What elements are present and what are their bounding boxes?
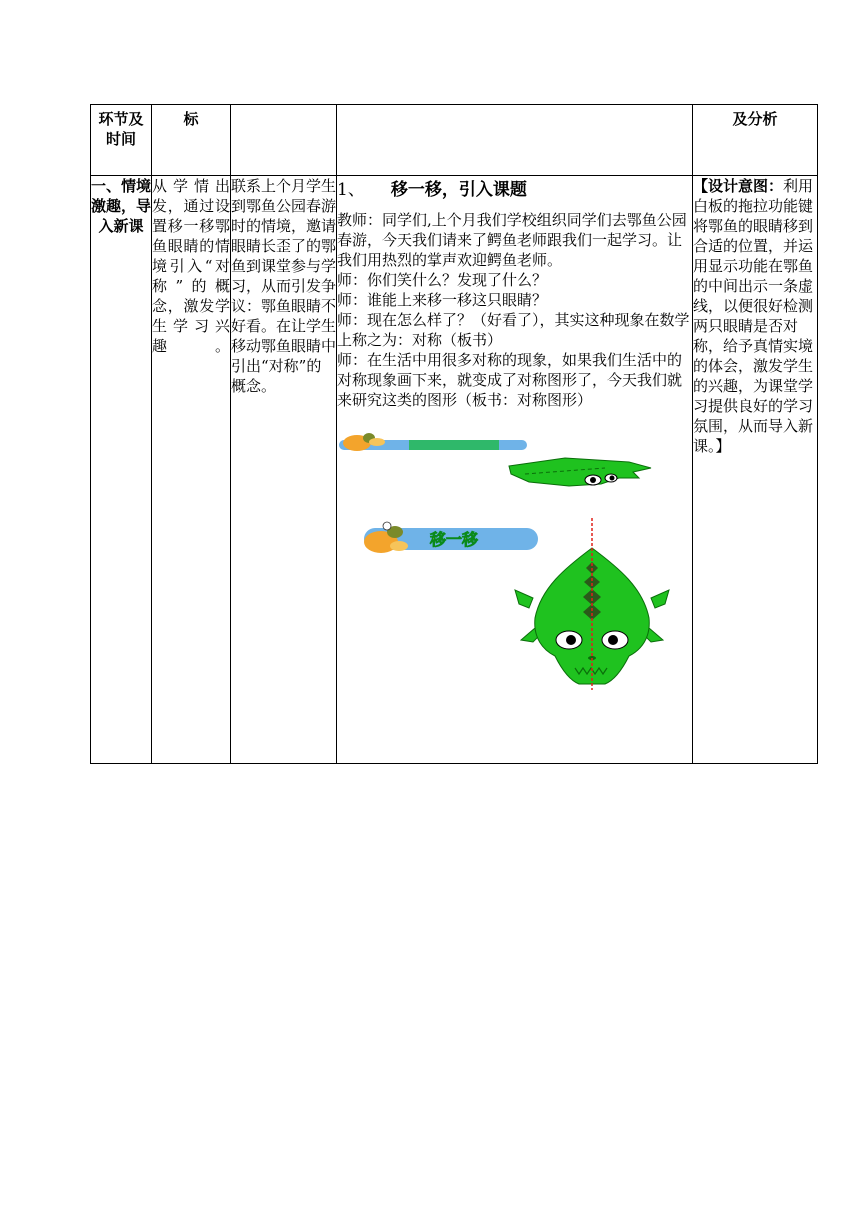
activity-title-text: 移一移，引入课题: [390, 180, 527, 200]
header-analysis: 及分析: [693, 105, 818, 176]
activity-paragraph: 师：你们笑什么？发现了什么？: [337, 271, 548, 289]
activity-title: [337, 180, 692, 200]
stage-goal: 从学情出发，通过设置移一移鄂鱼眼睛的情境引入“对称”的概念，激发学生学习兴趣。: [152, 176, 231, 764]
stage-description: 联系上个月学生到鄂鱼公园春游时的情境，邀请眼睛长歪了的鄂鱼到课堂参与学习，从而引发争议：鄂鱼眼睛不好看。在让学生移动鄂鱼眼睛中引出“对称”的概念。: [231, 176, 337, 764]
design-intent-label: 【设计意图：: [693, 177, 784, 195]
header-stage-time: 环节及时间: [91, 105, 152, 176]
header-row: [91, 105, 818, 176]
crocodile-figure-svg: [329, 428, 674, 718]
banner-top: [339, 433, 527, 451]
header-goal: 标: [152, 105, 231, 176]
header-col3: [231, 105, 337, 176]
stage-row: [91, 176, 818, 764]
design-intent: [693, 176, 818, 764]
activity-paragraph: 师：谁能上来移一移这只眼睛？: [337, 291, 548, 309]
stage-name: 一、情境激趣，导入新课: [91, 176, 152, 764]
design-intent-text: 利用白板的拖拉功能键将鄂鱼的眼睛移到合适的位置，并运用显示功能在鄂鱼的中间出示一条虚线，以便很好检测两只眼睛是否对称，给予真情实境的体会，激发学生的兴趣，为课堂学习提供良好的学习氛围，从而导入新课。】: [693, 177, 814, 455]
crocodile-illustrations: [329, 428, 692, 718]
activity-number: 1、: [337, 180, 365, 200]
crocodile-side-icon: [509, 458, 651, 486]
header-col4: [337, 105, 693, 176]
activity-paragraph: 教师：同学们,上个月我们学校组织同学们去鄂鱼公园春游，今天我们请来了鳄鱼老师跟我们一起学习。让我们用热烈的掌声欢迎鳄鱼老师。: [337, 211, 687, 269]
teaching-activity: [337, 176, 693, 764]
lesson-plan-table: [90, 104, 818, 764]
banner-text: 移一移: [429, 530, 479, 549]
activity-paragraph: 师：现在怎么样了？（好看了），其实这种现象在数学上称之为：对称（板书）: [337, 311, 690, 349]
banner-bottom: [364, 522, 538, 553]
banner-top-text-bg: [409, 440, 499, 450]
activity-paragraph: 师：在生活中用很多对称的现象，如果我们生活中的对称现象画下来，就变成了对称图形了，今天我们就来研究这类的图形（板书：对称图形）: [337, 351, 683, 409]
